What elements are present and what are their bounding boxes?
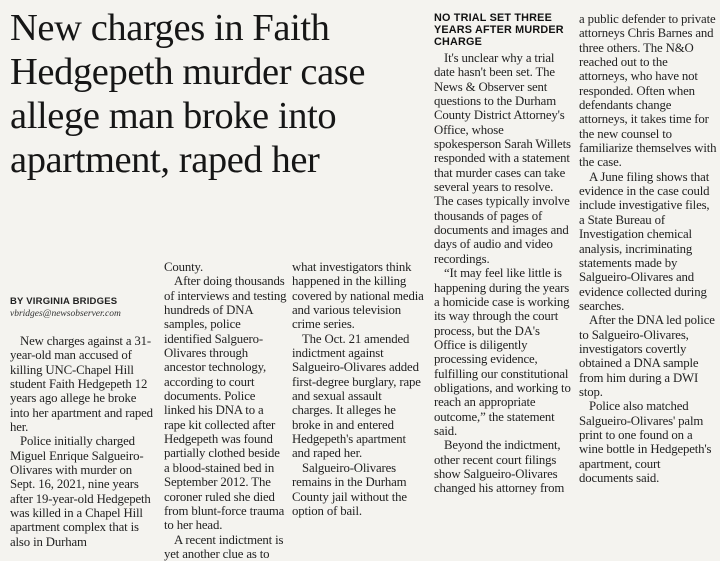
paragraph: The Oct. 21 amended indictment against Salgueiro-Olivares added first-degree burglary, rape and sexual assault charges. It alleges he broke in and entered Hedgepeth's apartment and raped her. <box>292 331 421 461</box>
column-3 <box>292 260 424 518</box>
paragraph: A June filing shows that evidence in the case could include investigative files, a State Bureau of Investigation chemical analysis, incriminating statements made by Salgueiro-Olivares and evidence collected during searches. <box>579 169 710 313</box>
paragraph: County. <box>164 260 204 274</box>
column-4 <box>434 12 572 496</box>
paragraph: what investigators think happened in the killing covered by national media and various television crime series. <box>292 260 424 332</box>
column-1 <box>10 334 158 549</box>
section-subhead: NO TRIAL SET THREE YEARS AFTER MURDER CHARGE <box>434 12 564 48</box>
byline: BY VIRGINIA BRIDGES <box>10 296 118 307</box>
column-2 <box>164 260 287 561</box>
paragraph: A recent indictment is yet another clue as to <box>164 532 284 561</box>
paragraph: New charges against a 31-year-old man accused of killing UNC-Chapel Hill student Faith Hedgepeth 12 years ago allege he broke into her apartment and raped her. <box>10 334 153 435</box>
paragraph: Police initially charged Miguel Enrique Salgueiro-Olivares with murder on Sept. 16, 2021, nine years after 19-year-old Hedgepeth was killed in a Chapel Hill apartment complex that is also in Durham <box>10 434 151 549</box>
paragraph: After the DNA led police to Salgueiro-Olivares, investigators covertly obtained a DNA sample from him during a DWI stop. <box>579 313 715 399</box>
paragraph: a public defender to private attorneys Chris Barnes and three others. The N&O reached out to the attorneys, who have not responded. Often when defendants change attorneys, it takes time for the new counsel to familiarize themselves with the case. <box>579 12 717 170</box>
author-email: vbridges@newsobserver.com <box>10 309 121 319</box>
paragraph: Police also matched Salgueiro-Olivares' palm print to one found on a wine bottle in Hedgepeth's apartment, court documents said. <box>579 399 712 485</box>
paragraph: It's unclear why a trial date hasn't been set. The News & Observer sent questions to the Durham County District Attorney's Office, whose spokesperson Sarah Willets responded with a statement that murder cases can take several years to resolve. The cases typically involve thousands of pages of documents and images and days of audio and video recordings. <box>434 51 571 266</box>
paragraph: Beyond the indictment, other recent court filings show Salgueiro-Olivares changed his attorney from <box>434 438 565 496</box>
headline: New charges in Faith Hedgepeth murder case allege man broke into apartment, raped her <box>10 7 366 181</box>
column-5 <box>579 12 717 485</box>
paragraph: Salgueiro-Olivares remains in the Durham County jail without the option of bail. <box>292 460 407 518</box>
paragraph: “It may feel like little is happening during the years a homicide case is working its way through the court process, but the DA's Office is diligently processing evidence, fulfilling our constitutional obligations, and working to reach an appropriate outcome,” the statement said. <box>434 266 571 438</box>
paragraph: After doing thousands of interviews and testing hundreds of DNA samples, police identified Salguero-Olivares through ancestor technology, according to court documents. Police linked his DNA to a rape kit collected after Hedgepeth was found partially clothed beside a blood-stained bed in September 2012. The coroner ruled she died from blunt-force trauma to her head. <box>164 274 287 533</box>
